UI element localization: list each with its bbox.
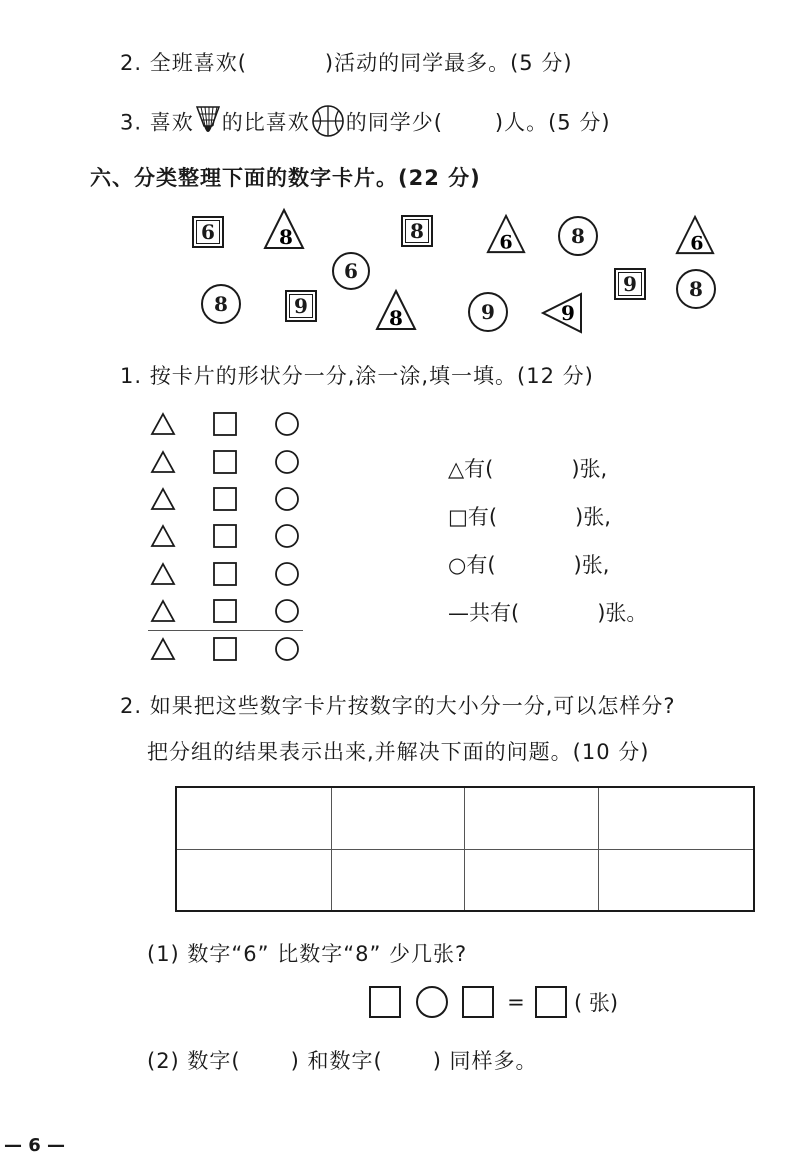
table-row xyxy=(176,849,754,911)
triangle-count-line: △有( )张, xyxy=(448,457,608,481)
shape-tally-row xyxy=(150,448,310,478)
square-outline-icon xyxy=(214,563,236,585)
triangle-outline-icon xyxy=(152,489,174,509)
triangle-outline-icon xyxy=(152,564,174,584)
triangle-outline-icon xyxy=(152,526,174,546)
square-card: 9 xyxy=(285,290,317,322)
answer-box[interactable] xyxy=(535,986,567,1018)
square-card: 9 xyxy=(614,268,646,300)
answer-box[interactable] xyxy=(369,986,401,1018)
square-card: 6 xyxy=(192,216,224,248)
question-3-text-c: 的同学少( xyxy=(345,110,443,135)
triangle-card-rotated xyxy=(540,291,584,335)
shape-tally-row xyxy=(150,560,310,590)
table-row xyxy=(176,787,754,849)
triangle-card xyxy=(485,213,527,255)
badminton-shuttlecock-icon xyxy=(194,104,222,143)
table-cell[interactable] xyxy=(176,849,332,911)
triangle-card xyxy=(262,207,306,251)
table-cell[interactable] xyxy=(598,849,754,911)
triangle-card-number: 9 xyxy=(561,301,575,325)
circle-outline-icon xyxy=(276,413,298,435)
part-2-instruction-line-2: 把分组的结果表示出来,并解决下面的问题。(10 分) xyxy=(147,740,650,764)
shape-tally-row xyxy=(150,485,310,515)
circle-outline-icon xyxy=(276,488,298,510)
circle-count-line: ○有( )张, xyxy=(448,553,610,577)
square-outline-icon xyxy=(214,600,236,622)
circle-outline-icon xyxy=(276,638,298,660)
square-outline-icon xyxy=(214,451,236,473)
circle-card: 8 xyxy=(558,216,598,256)
triangle-outline-icon xyxy=(152,601,174,621)
total-count-line: —共有( )张。 xyxy=(448,601,648,625)
grouping-table xyxy=(175,786,755,912)
shape-tally-row xyxy=(150,410,310,440)
circle-card: 6 xyxy=(332,252,370,290)
circle-card: 8 xyxy=(201,284,241,324)
operator-circle[interactable] xyxy=(416,986,448,1018)
square-outline-icon xyxy=(214,413,236,435)
shape-tally-row xyxy=(150,522,310,552)
part-1-instruction: 1. 按卡片的形状分一分,涂一涂,填一填。(12 分) xyxy=(120,364,594,388)
triangle-card xyxy=(674,214,716,256)
question-3 xyxy=(120,104,611,143)
table-cell[interactable] xyxy=(176,787,332,849)
triangle-outline-icon xyxy=(152,639,174,659)
table-cell[interactable] xyxy=(332,787,465,849)
equation-row xyxy=(369,986,618,1018)
page-number: — 6 — xyxy=(4,1135,66,1156)
triangle-card xyxy=(374,288,418,332)
square-outline-icon xyxy=(214,638,236,660)
part-2-instruction-line-1: 2. 如果把这些数字卡片按数字的大小分一分,可以怎样分? xyxy=(120,694,676,718)
triangle-card-number: 8 xyxy=(279,225,293,249)
table-cell[interactable] xyxy=(465,849,598,911)
question-2-text-start: 2. 全班喜欢( xyxy=(120,51,247,75)
equals-sign: = xyxy=(507,990,525,1014)
baseline-divider xyxy=(148,630,303,631)
square-outline-icon xyxy=(214,525,236,547)
square-outline-icon xyxy=(214,488,236,510)
circle-card: 9 xyxy=(468,292,508,332)
section-6-title: 六、分类整理下面的数字卡片。(22 分) xyxy=(90,166,481,190)
circle-outline-icon xyxy=(276,525,298,547)
sub-question-2: (2) 数字( ) 和数字( ) 同样多。 xyxy=(147,1049,538,1073)
circle-outline-icon xyxy=(276,563,298,585)
shape-tally-row xyxy=(150,635,310,665)
question-3-text-d: )人。(5 分) xyxy=(494,110,611,135)
question-3-text-b: 的比喜欢 xyxy=(221,110,310,135)
table-cell[interactable] xyxy=(598,787,754,849)
table-cell[interactable] xyxy=(332,849,465,911)
answer-box[interactable] xyxy=(462,986,494,1018)
circle-card: 8 xyxy=(676,269,716,309)
triangle-card-number: 6 xyxy=(499,230,513,254)
basketball-icon xyxy=(310,104,346,143)
sub-question-1: (1) 数字“6” 比数字“8” 少几张? xyxy=(147,942,468,966)
triangle-card-number: 8 xyxy=(389,306,403,330)
unit-label: ( 张) xyxy=(574,991,619,1015)
shape-tally-row xyxy=(150,597,310,627)
square-count-line: □有( )张, xyxy=(448,505,611,529)
question-3-text-a: 3. 喜欢 xyxy=(120,110,194,135)
triangle-outline-icon xyxy=(152,414,174,434)
circle-outline-icon xyxy=(276,451,298,473)
triangle-card-number: 6 xyxy=(690,231,704,255)
question-2 xyxy=(120,47,573,77)
table-cell[interactable] xyxy=(465,787,598,849)
question-2-text-end: )活动的同学最多。(5 分) xyxy=(324,51,573,75)
square-card: 8 xyxy=(401,215,433,247)
triangle-outline-icon xyxy=(152,452,174,472)
circle-outline-icon xyxy=(276,600,298,622)
